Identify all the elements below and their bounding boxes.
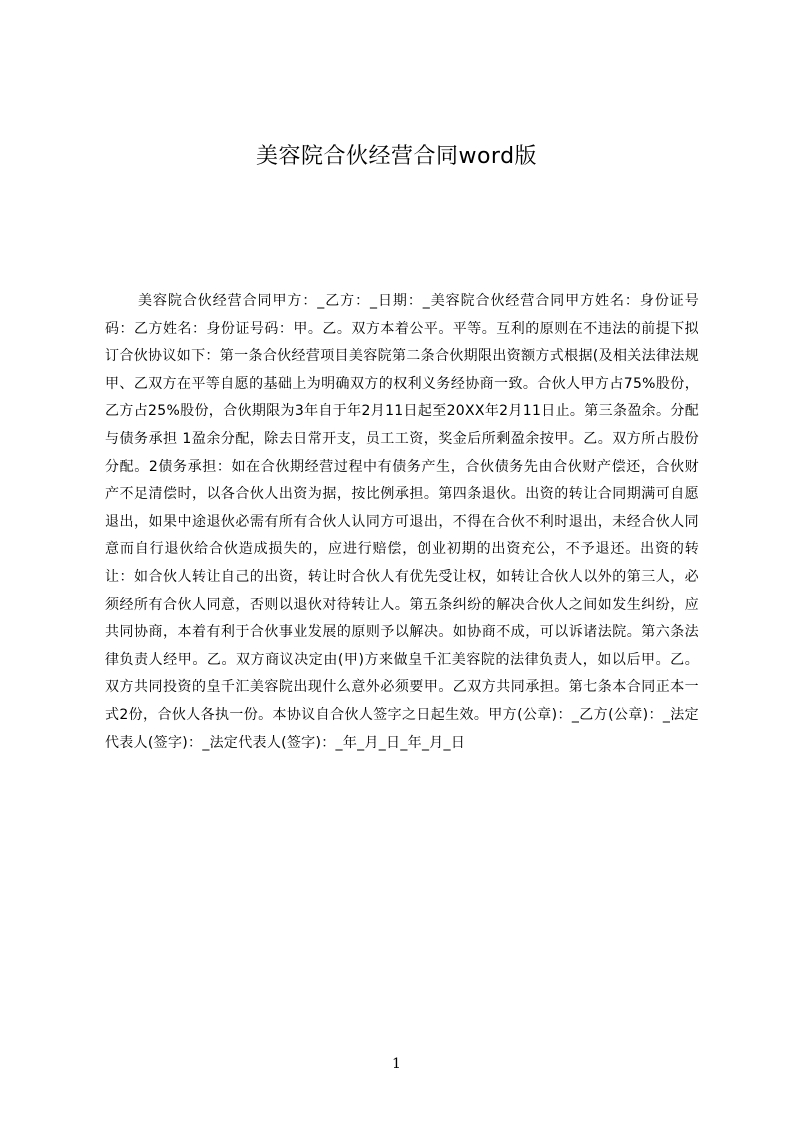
contract-body-paragraph: 美容院合伙经营合同甲方：_乙方：_日期：_美容院合伙经营合同甲方姓名：身份证号码：乙方姓名：身份证号码：甲。乙。双方本着公平。平等。互利的原则在不违法的前提下拟订合伙协议如下：第一条合伙经营项目美容院第二条合伙期限出资额方式根据(及相关法律法规甲、乙双方在平等自愿的基础上为明确双方的权利义务经协商一致。合伙人甲方占75%股份，乙方占25%股份，合伙期限为3年自于年2月11日起至20XX年2月11日止。第三条盈余。分配与债务承担 1盈余分配，除去日常开支，员工工资，奖金后所剩盈余按甲。乙。双方所占股份分配。2债务承担：如在合伙期经营过程中有债务产生，合伙债务先由合伙财产偿还，合伙财产不足清偿时，以各合伙人出资为据，按比例承担。第四条退伙。出资的转让合同期满可自愿退出，如果中途退伙必需有所有合伙人认同方可退出，不得在合伙不利时退出，未经合伙人同意而自行退伙给合伙造成损失的，应进行赔偿，创业初期的出资充公，不予退还。出资的转让：如合伙人转让自己的出资，转让时合伙人有优先受让权，如转让合伙人以外的第三人，必须经所有合伙人同意，否则以退伙对待转让人。第五条纠纷的解决合伙人之间如发生纠纷，应共同协商，本着有利于合伙事业发展的原则予以解决。如协商不成，可以诉诸法院。第六条法律负责人经甲。乙。双方商议决定由(甲)方来做皇千汇美容院的法律负责人，如以后甲。乙。双方共同投资的皇千汇美容院出现什么意外必须要甲。乙双方共同承担。第七条本合同正本一式2份，合伙人各执一份。本协议自合伙人签字之日起生效。甲方(公章)：_乙方(公章)：_法定代表人(签字)：_法定代表人(签字)：_年_月_日_年_月_日 [105, 293, 699, 751]
document-title: 美容院合伙经营合同word版 [255, 144, 538, 169]
page-number: 1 [392, 1056, 401, 1072]
